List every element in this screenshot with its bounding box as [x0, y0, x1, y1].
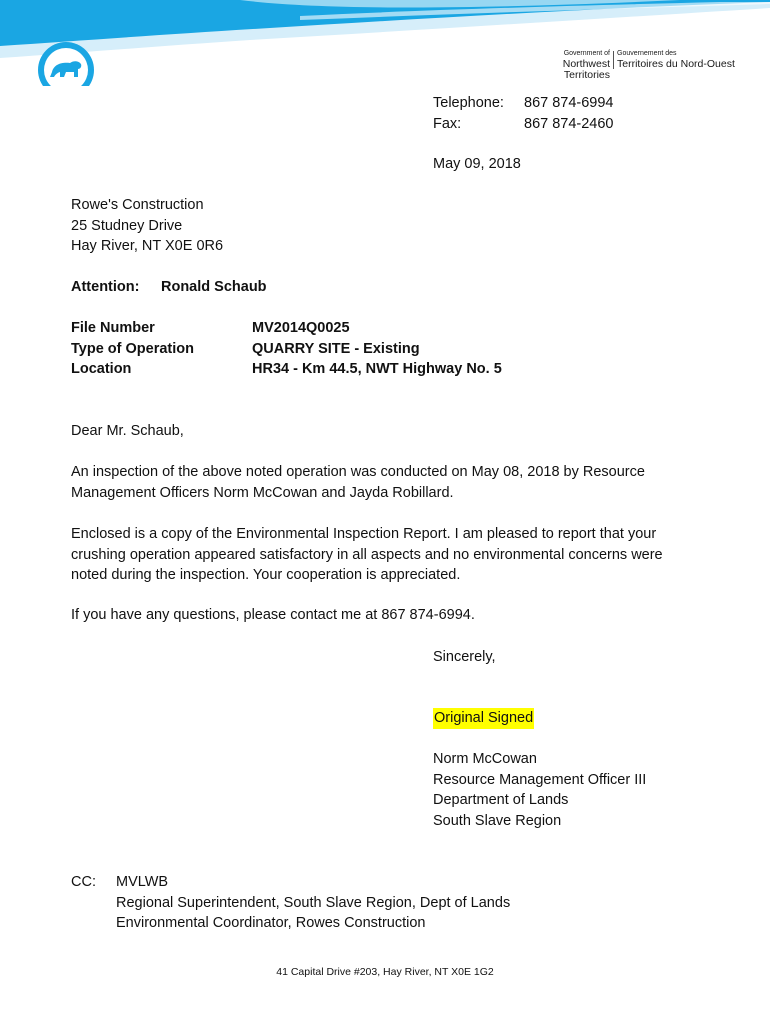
cc-block [71, 872, 510, 934]
gov-fr-large: Territoires du Nord-Ouest [617, 58, 735, 70]
file-number-label: File Number [71, 320, 155, 336]
salutation: Dear Mr. Schaub, [71, 423, 184, 439]
file-info-row [71, 318, 502, 339]
letter-date: May 09, 2018 [433, 156, 521, 172]
cc-recipient: MVLWB [116, 874, 169, 890]
signer-name: Norm McCowan [433, 751, 537, 767]
signature-block [433, 749, 646, 831]
signer-title: Resource Management Officer III [433, 771, 647, 788]
signer-department: Department of Lands [433, 792, 569, 808]
body-paragraph-2: Enclosed is a copy of the Environmental Inspection Report. I am pleased to report that your crushing operation appeared satisfactory in all aspects and no environmental concerns were noted during the inspection. Your cooperation is appreciated. [71, 526, 663, 583]
file-number-value: MV2014Q0025 [252, 320, 350, 336]
gov-fr-small: Gouvernement des [617, 50, 677, 57]
cc-recipient: Regional Superintendent, South Slave Region, Dept of Lands [116, 894, 511, 911]
gov-en-large: Northwest Territories [562, 58, 610, 81]
file-info-row [71, 359, 502, 380]
attention-line [71, 277, 267, 298]
cc-label: CC: [71, 874, 96, 890]
location-value: HR34 - Km 44.5, NWT Highway No. 5 [252, 361, 502, 377]
closing: Sincerely, [433, 649, 496, 665]
fax-value: 867 874-2460 [524, 115, 614, 132]
recipient-line-1: Rowe's Construction [71, 197, 204, 213]
signer-region: South Slave Region [433, 812, 562, 829]
body-paragraph-3: If you have any questions, please contact me at 867 874-6994. [71, 607, 475, 623]
recipient-address [71, 195, 223, 257]
operation-type-label: Type of Operation [71, 340, 194, 357]
file-info-row [71, 339, 502, 360]
body-paragraph-1: An inspection of the above noted operation was conducted on May 08, 2018 by Resource Management Officers Norm McCowan and Jayda Robillard. [71, 464, 645, 501]
gov-wordmark-en [515, 50, 610, 80]
file-info-block [71, 318, 502, 380]
location-label: Location [71, 361, 132, 377]
gov-wordmark-fr [617, 50, 735, 70]
header-banner [0, 0, 770, 95]
footer-address: 41 Capital Drive #203, Hay River, NT X0E 1G2 [276, 966, 494, 978]
cc-recipients [116, 872, 510, 934]
telephone-value: 867 874-6994 [524, 95, 614, 111]
gov-en-small: Government of [563, 50, 610, 57]
attention-name: Ronald Schaub [161, 279, 267, 295]
contact-block [433, 93, 614, 134]
gov-divider [613, 51, 614, 69]
original-signed-highlight: Original Signed [433, 708, 534, 729]
telephone-label: Telephone: [433, 95, 504, 111]
recipient-line-2: 25 Studney Drive [71, 217, 183, 234]
operation-type-value: QUARRY SITE - Existing [252, 340, 420, 357]
recipient-line-3: Hay River, NT X0E 0R6 [71, 238, 224, 254]
fax-label: Fax: [433, 115, 462, 132]
attention-label: Attention: [71, 279, 140, 295]
cc-recipient: Environmental Coordinator, Rowes Construction [116, 915, 426, 931]
